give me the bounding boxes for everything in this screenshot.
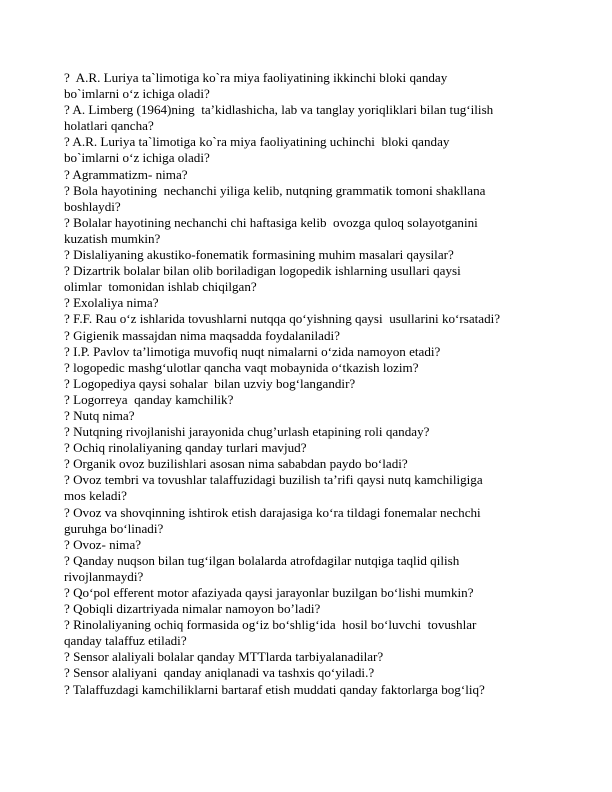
question-item: ? Qobiqli dizartriyada nimalar namoyon bo’ladi? (64, 601, 321, 617)
question-item: ? A.R. Luriya ta`limotiga ko`ra miya faoliyatining uchinchi bloki qanday bo`imlarni o‘z ichiga oladi? (64, 134, 450, 166)
question-item: ? Ovoz tembri va tovushlar talaffuzidagi buzilish ta’rifi qaysi nutq kamchiligiga mos keladi? (64, 472, 483, 504)
question-item: ? A.R. Luriya ta`limotiga ko`ra miya faoliyatining ikkinchi bloki qanday bo`imlarni o‘z ichiga oladi? (64, 70, 448, 102)
question-item: ? Sensor alaliyali bolalar qanday MTTlarda tarbiyalanadilar? (64, 649, 384, 665)
question-item: ? Qanday nuqson bilan tug‘ilgan bolalarda atrofdagilar nutqiga taqlid qilish rivojlanmaydi? (64, 552, 460, 584)
question-item: ? Bola hayotining nechanchi yiliga kelib, nutqning grammatik tomoni shakllana boshlaydi? (64, 182, 486, 214)
question-item: ? Sensor alaliyani qanday aniqlanadi va tashxis qo‘yiladi.? (64, 665, 375, 681)
question-item: ? F.F. Rau o‘z ishlarida tovushlarni nutqqa qo‘yishning qaysi usullarini ko‘rsatadi? (64, 311, 501, 327)
question-item: ? Talaffuzdagi kamchiliklarni bartaraf etish muddati qanday faktorlarga bog‘liq? (64, 681, 485, 697)
question-item: ? logopedic mashg‘ulotlar qancha vaqt mobaynida o‘tkazish lozim? (64, 359, 419, 375)
question-item: ? Exolaliya nima? (64, 295, 159, 311)
question-item: ? Ochiq rinolaliyaning qanday turlari mavjud? (64, 440, 307, 456)
question-item: ? Rinolaliyaning ochiq formasida og‘iz bo‘shlig‘ida hosil bo‘luvchi tovushlar qanday talaffuz etiladi? (64, 617, 477, 649)
question-item: ? Qo‘pol efferent motor afaziyada qaysi jarayonlar buzilgan bo‘lishi mumkin? (64, 585, 474, 600)
question-item: ? Nutqning rivojlanishi jarayonida chug’urlash etapining roli qanday? (64, 424, 430, 440)
question-item: ? Ovoz- nima? (64, 536, 142, 552)
question-item: ? Agrammatizm- nima? (64, 166, 188, 182)
question-item: ? I.P. Pavlov ta’limotiga muvofiq nuqt nimalarni o‘zida namoyon etadi? (64, 343, 441, 359)
question-item: ? Ovoz va shovqinning ishtirok etish darajasiga ko‘ra tildagi fonemalar nechchi guruhga bo‘linadi? (64, 504, 481, 536)
question-item: ? A. Limberg (1964)ning ta’kidlashicha, lab va tanglay yoriqliklari bilan tug‘ilish holatlari qancha? (64, 102, 494, 134)
question-item: ? Bolalar hayotining nechanchi chi haftasiga kelib ovozga quloq solayotganini kuzatish mumkin? (64, 214, 478, 246)
question-item: ? Gigienik massajdan nima maqsadda foydalaniladi? (64, 327, 340, 343)
question-item: ? Nutq nima? (64, 407, 135, 423)
question-item: ? Logopediya qaysi sohalar bilan uzviy bog‘langandir? (64, 375, 356, 391)
question-item: ? Dislaliyaning akustiko-fonematik formasining muhim masalari qaysilar? (64, 247, 454, 263)
question-item: ? Dizartrik bolalar bilan olib boriladigan logopedik ishlarning usullari qaysi olimlar tomonidan ishlab chiqilgan? (64, 263, 461, 295)
question-item: ? Organik ovoz buzilishlari asosan nima sababdan paydo bo‘ladi? (64, 456, 408, 472)
question-item: ? Logorreya qanday kamchilik? (64, 391, 234, 407)
question-list (64, 70, 554, 698)
